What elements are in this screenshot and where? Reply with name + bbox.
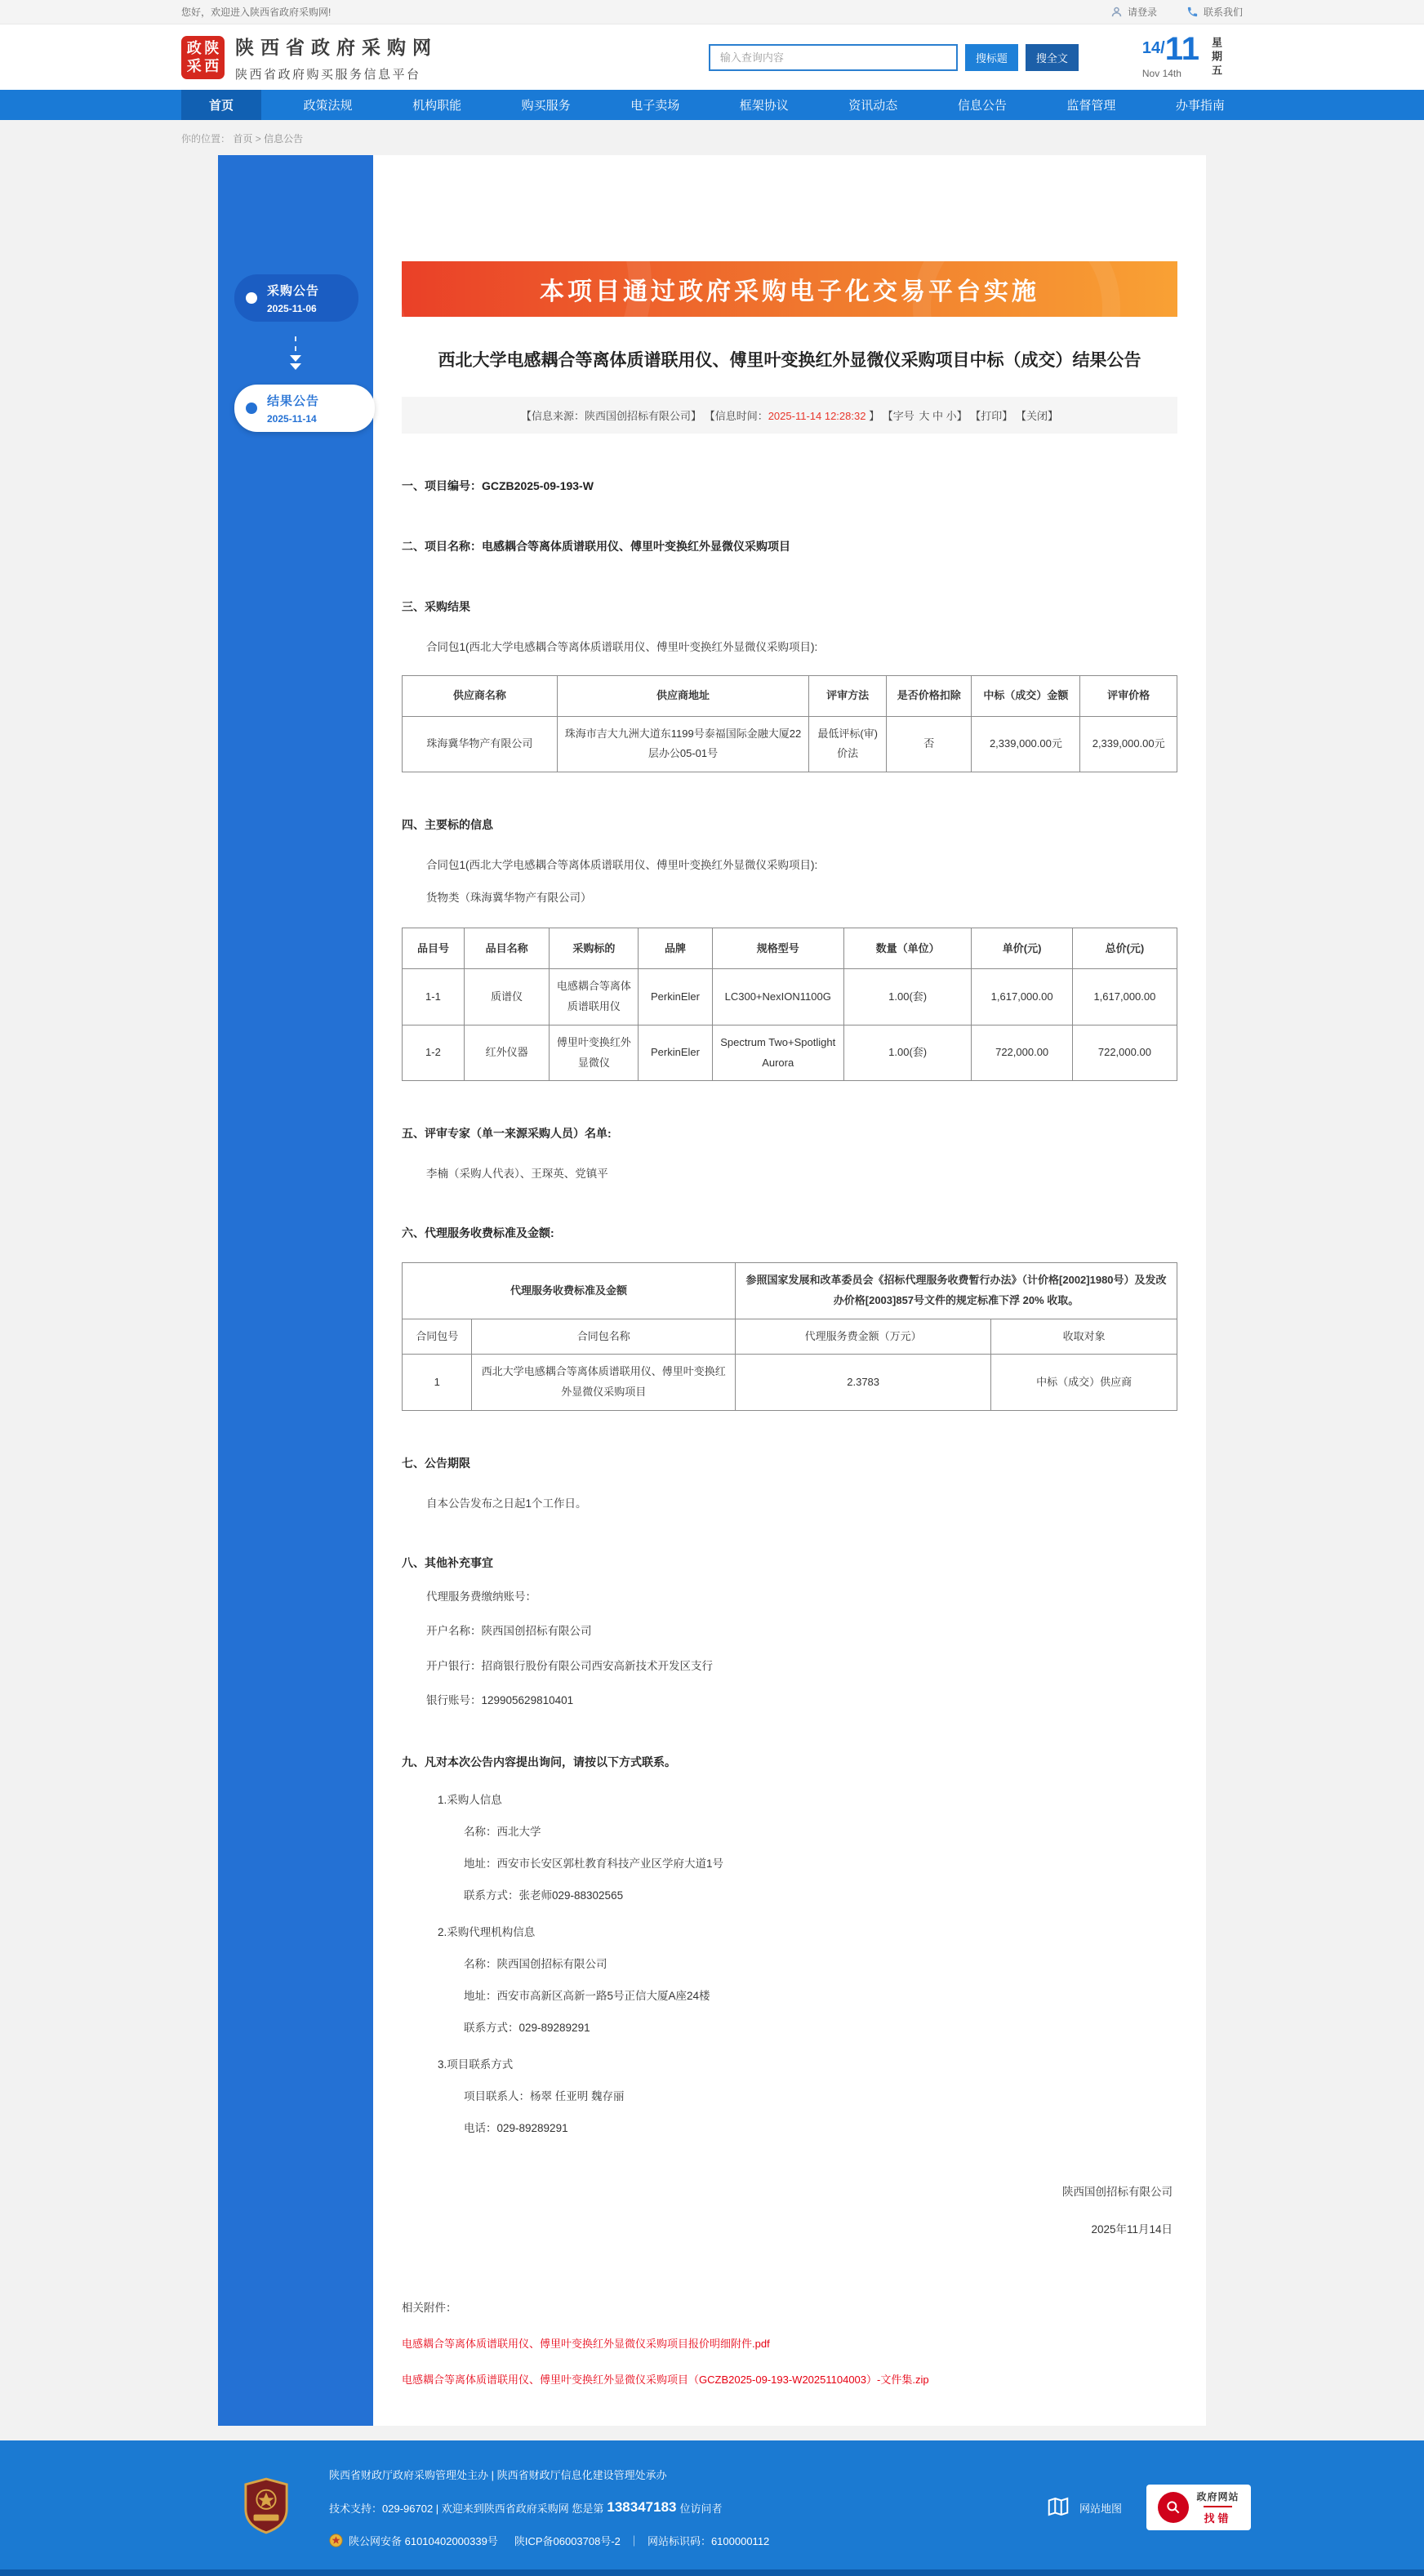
government-emblem-icon [243,2477,290,2538]
breadcrumb-label: 你的位置： [181,133,231,145]
nav-item-guide[interactable]: 办事指南 [1175,99,1225,113]
table-header-cell: 是否价格扣除 [887,675,972,716]
timeline-item-title: 结果公告 [267,394,320,408]
breadcrumb-current-link[interactable]: 信息公告 [264,133,304,145]
footer-divider: ｜ [628,2535,639,2548]
fee-target-cell: 中标（成交）供应商 [991,1355,1177,1410]
contact-line: 联系方式：张老师029-88302565 [464,1889,624,1902]
icp-beian-link[interactable]: 陕ICP备06003708号-2 [514,2535,621,2548]
section-7-heading: 七、公告期限 [402,1456,470,1470]
platform-banner [402,261,1177,317]
item-target-cell: 傅里叶变换红外显微仪 [550,1025,639,1080]
nav-item-supervision[interactable]: 监督管理 [1066,99,1116,113]
table-header-cell: 合同包名称 [472,1319,736,1355]
section-4-heading: 四、主要标的信息 [402,817,493,831]
table-header-cell: 采购标的 [550,928,639,969]
table-header-cell: 品目号 [403,928,465,969]
contact-line: 名称：陕西国创招标有限公司 [464,1958,607,1971]
site-footer [0,2440,1424,2569]
section-6-heading: 六、代理服务收费标准及金额: [402,1226,554,1240]
timeline-item-procurement-notice[interactable] [234,274,358,322]
contact-line: 项目联系人：杨翠 任亚明 魏存丽 [464,2090,625,2103]
search-input[interactable] [709,44,958,71]
table-header-row [403,1319,1177,1355]
timeline-item-date: 2025-11-14 [267,413,317,425]
table-row [403,1355,1177,1410]
footer-bottom-strip [0,2569,1424,2576]
timeline-item-title: 采购公告 [267,284,320,298]
gov-badge-title: 政府网站 [1196,2491,1239,2503]
breadcrumb-home-link[interactable]: 首页 [233,133,253,145]
table-header-cell: 供应商名称 [403,675,558,716]
timeline-dot-icon [246,292,257,304]
item-unit-price-cell: 1,617,000.00 [972,969,1072,1025]
notice-period-text: 自本公告发布之日起1个工作日。 [426,1497,587,1510]
site-subtitle: 陕西省政府购买服务信息平台 [235,67,421,82]
login-link[interactable] [1110,5,1157,19]
table-header-cell: 单价(元) [972,928,1072,969]
item-qty-cell: 1.00(套) [843,1025,972,1080]
meta-fontsize-label: 【字号 [882,409,914,422]
search-title-button[interactable]: 搜标题 [965,44,1018,71]
footer-organizer-line: 陕西省财政厅政府采购管理处主办 | 陕西省财政厅信息化建设管理处承办 [329,2469,667,2482]
site-header [0,24,1424,90]
timeline-dot-icon [246,403,257,414]
topbar [0,0,1424,24]
site-code: 网站标识码：6100000112 [647,2535,770,2548]
table-header-cell: 评审价格 [1080,675,1177,716]
attachments-label: 相关附件： [402,2302,457,2315]
table-header-cell: 代理服务费金额（万元） [736,1319,991,1355]
item-total-price-cell: 1,617,000.00 [1072,969,1177,1025]
section-2-heading: 二、项目名称：电感耦合等离体质谱联用仪、傅里叶变换红外显微仪采购项目 [402,539,790,553]
contact-line: 名称：西北大学 [464,1826,541,1839]
visitor-count: 138347183 [607,2499,677,2516]
table-header-cell: 供应商地址 [557,675,808,716]
nav-item-home[interactable]: 首页 [181,90,261,120]
signature-date: 2025年11月14日 [1091,2223,1173,2236]
meta-time: 2025-11-14 12:28:32 [768,409,866,422]
table-header-row [403,675,1177,716]
announcement-body [385,478,1194,2387]
attachment-link-zip[interactable]: 电感耦合等离体质谱联用仪、傅里叶变换红外显微仪采购项目（GCZB2025-09-193-W20251104003）-文件集.zip [402,2374,929,2387]
contact-link[interactable] [1186,5,1243,19]
attachment-link-pdf[interactable]: 电感耦合等离体质谱联用仪、傅里叶变换红外显微仪采购项目报价明细附件.pdf [402,2338,770,2351]
award-amount-cell: 2,339,000.00元 [972,716,1080,772]
contact-group-title: 2.采购代理机构信息 [438,1926,536,1939]
site-title: 陕西省政府采购网 [235,36,438,58]
table-header-cell: 规格型号 [712,928,843,969]
search-fulltext-button[interactable]: 搜全文 [1026,44,1079,71]
map-icon [1046,2494,1070,2521]
signature-company: 陕西国创招标有限公司 [1062,2186,1173,2199]
police-beian-link[interactable]: 陕公网安备 61010402000339号 [349,2535,498,2548]
section-5-heading: 五、评审专家（单一来源采购人员）名单: [402,1127,612,1141]
main-nav [0,90,1424,120]
table-header-cell: 中标（成交）金额 [972,675,1080,716]
table-header-cell: 收取对象 [991,1319,1177,1355]
fontsize-small-button[interactable]: 小 [946,409,957,422]
police-badge-icon [329,2534,343,2547]
item-no-cell: 1-1 [403,969,465,1025]
meta-time-label: 【信息时间： [704,409,768,422]
procurement-result-table [402,675,1177,772]
footer-right [1046,2485,1251,2530]
contact-group-title: 3.项目联系方式 [438,2058,514,2071]
contract-package-intro: 合同包1(西北大学电感耦合等离体质谱联用仪、傅里叶变换红外显微仪采购项目): [426,858,818,871]
table-header-cell: 合同包号 [403,1319,472,1355]
date-display [1141,31,1243,79]
nav-item-e-mall[interactable]: 电子卖场 [630,99,680,113]
user-icon [1110,6,1123,18]
supplement-line: 开户银行：招商银行股份有限公司西安高新技术开发区支行 [426,1659,713,1672]
main-area [0,120,1424,2440]
item-name-cell: 质谱仪 [464,969,549,1025]
contact-line: 地址：西安市长安区郭杜教育科技产业区学府大道1号 [464,1857,724,1871]
contract-package-intro: 合同包1(西北大学电感耦合等离体质谱联用仪、傅里叶变换红外显微仪采购项目): [426,640,818,653]
date-english: Nov 14th [1141,68,1181,79]
table-row [403,1263,1177,1319]
nav-item-framework-agreement[interactable]: 框架协议 [739,99,789,113]
nav-item-purchase-services[interactable]: 购买服务 [521,99,571,113]
item-brand-cell: PerkinEler [639,969,712,1025]
sitemap-link[interactable] [1046,2494,1122,2521]
signature-block [402,2182,1177,2236]
contact-group-title: 1.采购人信息 [438,1794,502,1807]
contact-label: 联系我们 [1203,7,1243,18]
timeline-item-date: 2025-11-06 [267,303,317,314]
sitemap-label: 网站地图 [1079,2502,1122,2515]
footer-support-line: 技术支持：029-96702 | 欢迎来到陕西省政府采购网 您是第 138347183 位访问者 [329,2499,723,2516]
review-price-cell: 2,339,000.00元 [1080,716,1177,772]
nav-item-org-functions[interactable]: 机构职能 [412,99,462,113]
item-qty-cell: 1.00(套) [843,969,972,1025]
agency-fee-table [402,1262,1177,1410]
site-logo[interactable] [181,33,438,82]
item-unit-price-cell: 722,000.00 [972,1025,1072,1080]
meta-bar: 【信息来源：陕西国创招标有限公司】 【信息时间：2025-11-14 12:28:32 】 【字号 大 中 小】 【打印】 【关闭】 [402,397,1177,434]
contact-line: 地址：西安市高新区高新一路5号正信大厦A座24楼 [464,1990,710,2003]
breadcrumb [181,120,1243,155]
supplement-line: 开户名称：陕西国创招标有限公司 [426,1625,592,1638]
logo-stamp-icon: 政 陕 采 西 [181,36,225,79]
announcement-card [373,155,1206,2426]
goods-category-line: 货物类（珠海冀华物产有限公司） [426,891,592,904]
timeline-item-result-notice[interactable] [234,385,375,432]
section-3-heading: 三、采购结果 [402,599,470,613]
magnifier-icon [1158,2492,1189,2523]
table-row [403,969,1177,1025]
items-table [402,928,1177,1081]
arrow-down-icon [288,336,303,370]
fontsize-large-button[interactable]: 大 [919,409,930,422]
footer-text [329,2467,1046,2548]
supplier-name-cell: 珠海冀华物产有限公司 [403,716,558,772]
expert-list: 李楠（采购人代表）、王琛英、党镇平 [426,1168,608,1181]
table-header-cell: 品目名称 [464,928,549,969]
gov-website-error-badge[interactable] [1146,2485,1251,2530]
gov-badge-subtitle: 找错 [1204,2506,1231,2525]
contact-line: 电话：029-89289291 [464,2122,568,2135]
supplement-line: 银行账号：129905629810401 [426,1694,574,1707]
login-label: 请登录 [1127,7,1157,18]
fee-policy-cell: 参照国家发展和改革委员会《招标代理服务收费暂行办法》（计价格[2002]1980号）及发改办价格[2003]857号文件的规定标准下浮 20% 收取。 [736,1263,1177,1319]
breadcrumb-separator: > [255,133,261,145]
item-name-cell: 红外仪器 [464,1025,549,1080]
fee-amount-cell: 2.3783 [736,1355,991,1410]
print-button[interactable]: 【打印】 [970,409,1013,422]
table-header-cell: 品牌 [639,928,712,969]
banner-text: 本项目通过政府采购电子化交易平台实施 [540,278,1039,305]
timeline-sidebar [218,155,373,2426]
fee-standard-label-cell: 代理服务收费标准及金额 [403,1263,736,1319]
phone-icon [1186,6,1199,18]
review-method-cell: 最低评标(审) 价法 [809,716,887,772]
footer-beian-line [329,2533,1046,2548]
search-bar [709,44,1079,71]
supplement-line: 代理服务费缴纳账号： [426,1590,536,1603]
table-row [403,716,1177,772]
date-month: 11 [1164,31,1199,67]
section-9-heading: 九、凡对本次公告内容提出询问，请按以下方式联系。 [402,1755,676,1769]
close-button[interactable]: 【关闭】 [1015,409,1058,422]
item-brand-cell: PerkinEler [639,1025,712,1080]
contact-line: 联系方式：029-89289291 [464,2022,590,2035]
topbar-links [1110,5,1243,19]
nav-item-announcements[interactable]: 信息公告 [957,99,1007,113]
item-model-cell: Spectrum Two+Spotlight Aurora [712,1025,843,1080]
meta-source: 【信息来源：陕西国创招标有限公司】 [521,409,702,422]
date-day: 14/ [1141,39,1165,57]
supplier-address-cell: 珠海市吉大九洲大道东1199号泰福国际金融大厦22层办公05-01号 [557,716,808,772]
section-8-heading: 八、其他补充事宜 [402,1555,493,1569]
package-name-cell: 西北大学电感耦合等离体质谱联用仪、傅里叶变换红外显微仪采购项目 [472,1355,736,1410]
price-deduction-cell: 否 [887,716,972,772]
nav-item-news[interactable]: 资讯动态 [848,99,898,113]
table-header-row [403,928,1177,969]
section-1-heading: 一、项目编号：GCZB2025-09-193-W [402,478,594,492]
fontsize-medium-button[interactable]: 中 [932,409,944,422]
item-model-cell: LC300+NexION1100G [712,969,843,1025]
announcement-title: 西北大学电感耦合等离体质谱联用仪、傅里叶变换红外显微仪采购项目中标（成交）结果公告 [438,351,1141,370]
welcome-text: 您好，欢迎进入陕西省政府采购网! [181,7,332,18]
weekday-label: 星期五 [1210,37,1222,78]
table-header-cell: 评审方法 [809,675,887,716]
package-no-cell: 1 [403,1355,472,1410]
nav-item-policy[interactable]: 政策法规 [303,99,353,113]
item-no-cell: 1-2 [403,1025,465,1080]
table-header-cell: 数量（单位） [843,928,972,969]
item-total-price-cell: 722,000.00 [1072,1025,1177,1080]
item-target-cell: 电感耦合等离体质谱联用仪 [550,969,639,1025]
table-header-cell: 总价(元) [1072,928,1177,969]
table-row [403,1025,1177,1080]
